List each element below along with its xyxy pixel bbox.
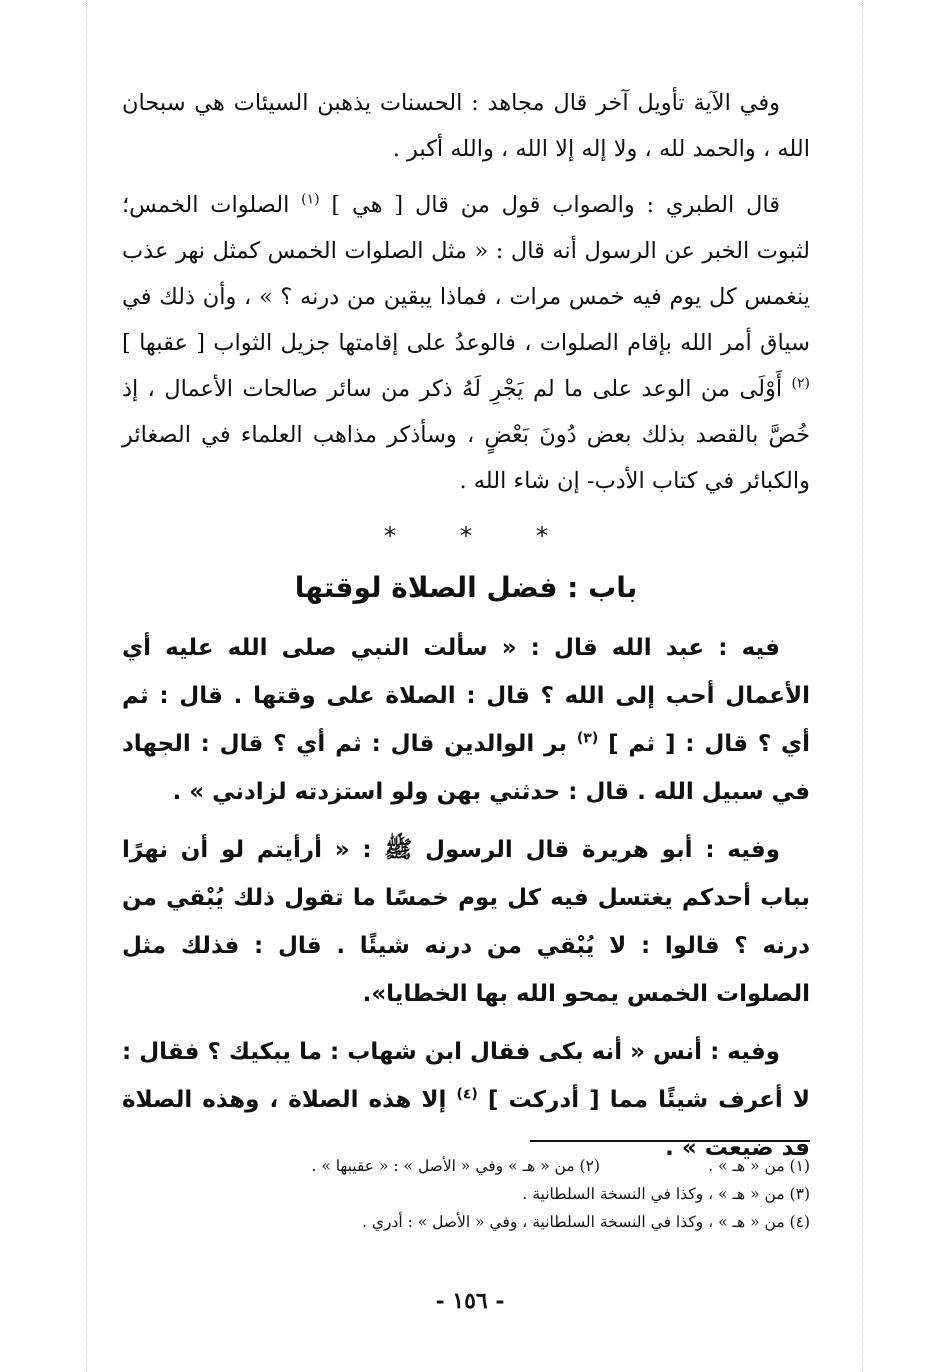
footnote-1: (١) من « هـ » . (708, 1157, 810, 1175)
footnote-row (150, 1152, 810, 1180)
footnote-ref-1: (١) (301, 191, 320, 208)
footnote-2: (٢) من « هـ » وفي « الأصل » : « عقيبها » . (311, 1157, 600, 1175)
separator-star: * (536, 522, 548, 550)
paragraph-mujahid: وفي الآية تأويل آخر قال مجاهد : الحسنات يذهبن السيئات هي سبحان الله ، والحمد لله ، ولا إله إلا الله ، والله أكبر . (122, 90, 810, 162)
section-separator (122, 516, 810, 556)
hadith-abdullah: فيه : عبد الله قال : « سألت النبي صلى الله عليه أي الأعمال أحب إلى الله ؟ قال : الصلاة على وقتها . قال : ثم أي ؟ قال : [ ثم ] $^{(٣)}$ بر الوالدين قال : ثم أي ؟ قال : الجهاد في سبيل الله . قال : حدثني بهن ولو استزدته لزادني » . (122, 635, 810, 805)
hadith-anas: وفيه : أنس « أنه بكى فقال ابن شهاب : ما يبكيك ؟ فقال : لا أعرف شيئًا مما [ أدركت ] $^{(٤)}$ إلا هذه الصلاة ، وهذه الصلاة قد ضيعت » . (122, 1039, 810, 1161)
footnote-divider (530, 1140, 810, 1142)
page-edge-dotted-line (86, 0, 87, 1372)
footnote-4: (٤) من « هـ » ، وكذا في النسخة السلطانية ، وفي « الأصل » : أدري . (362, 1213, 810, 1231)
footnote-ref-4: (٤) (456, 1086, 478, 1103)
hadith-abu-hurayra: وفيه : أبو هريرة قال الرسول ﷺ : « أرأيتم لو أن نهرًا بباب أحدكم يغتسل فيه كل يوم خمسًا ما تقول ذلك يُبْقي من درنه ؟ قالوا : لا يُبْقي من درنه شيئًا . قال : فذلك مثل الصلوات الخمس يمحو الله بها الخطايا». (122, 837, 810, 1007)
separator-star: * (384, 522, 396, 550)
footnotes (150, 1152, 810, 1236)
chapter-title: باب : فضل الصلاة لوقتها (294, 571, 638, 604)
page-number: - ١٥٦ - (435, 1288, 505, 1314)
footnote-3: (٣) من « هـ » ، وكذا في النسخة السلطانية . (522, 1185, 810, 1203)
separator-star: * (460, 522, 472, 550)
paragraph-tabari: قال الطبري : والصواب قول من قال [ هي ] $^{(١)}$ الصلوات الخمس؛ لثبوت الخبر عن الرسول أنه قال : « مثل الصلوات الخمس كمثل نهر عذب ينغمس كل يوم فيه خمس مرات ، فماذا يبقين من درنه ؟ » ، وأن ذلك في سياق أمر الله بإقام الصلوات ، فالوعدُ على إقامتها جزيل الثواب [ عقبها ] $^{(٢)}$ أَوْلَى من الوعد على ما لم يَجْرِ لَهُ ذكر من سائر صالحات الأعمال ، إذ خُصَّ بالقصد بذلك بعض دُونَ بَعْضٍ ، وسأذكر مذاهب العلماء في الصغائر والكبائر في كتاب الأدب- إن شاء الله . (122, 191, 810, 494)
page-edge-dotted-line (862, 0, 863, 1372)
footnote-ref-3: (٣) (576, 730, 599, 747)
main-text (122, 80, 810, 1172)
footnote-ref-2: (٢) (791, 375, 810, 392)
